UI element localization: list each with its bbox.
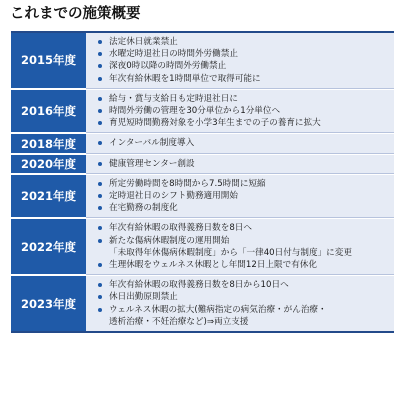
list-item: 健康管理センター創設 <box>97 158 394 170</box>
list-item: 所定労働時間を8時間から7.5時間に短縮 <box>97 178 394 190</box>
list-item: 年次有給休暇の取得義務日数を8日へ <box>97 222 394 234</box>
year-cell: 2015年度 <box>11 33 86 89</box>
list-item: 育児短時間勤務対象を小学3年生までの子の養育に拡大 <box>97 117 394 129</box>
list-item-continuation: 「未取得年休傷病休暇制度」から「一律40日付与制度」に変更 <box>109 247 352 258</box>
list-item: 年次有給休暇の取得義務日数を8日から10日へ <box>97 279 394 291</box>
year-cell: 2016年度 <box>11 90 86 134</box>
items-cell <box>86 134 394 153</box>
list-item: 年次有給休暇を1時間単位で取得可能に <box>97 73 394 85</box>
list-item: 定時退社日のシフト勤務適用開始 <box>97 190 394 202</box>
list-item: 新たな傷病休暇制度の運用開始 <box>97 235 394 247</box>
list-item: 水曜定時退社日の時間外労働禁止 <box>97 48 394 60</box>
table-row <box>11 89 394 134</box>
items-cell <box>86 155 394 174</box>
year-cell: 2021年度 <box>11 175 86 219</box>
table-row <box>11 174 394 219</box>
items-cell <box>86 33 394 89</box>
year-cell: 2020年度 <box>11 155 86 174</box>
year-cell: 2022年度 <box>11 219 86 275</box>
year-cell: 2023年度 <box>11 276 86 331</box>
table-row <box>11 133 394 153</box>
year-cell: 2018年度 <box>11 134 86 153</box>
items-cell <box>86 219 394 275</box>
table-row <box>11 218 394 275</box>
list-item: 法定休日就業禁止 <box>97 36 394 48</box>
table-row <box>11 154 394 174</box>
list-item: 在宅勤務の制度化 <box>97 202 394 214</box>
page-title: これまでの施策概要 <box>10 6 141 22</box>
items-cell <box>86 90 394 134</box>
items-cell <box>86 175 394 219</box>
policy-table <box>11 31 394 333</box>
list-item: 生理休暇をウェルネス休暇とし年間12日上限で有休化 <box>97 259 394 271</box>
list-item-continuation: 透析治療・不妊治療など)⇒両立支援 <box>109 316 249 327</box>
list-item: ウェルネス休暇の拡大(難病指定の病気治療・がん治療・ <box>97 304 394 316</box>
table-row <box>11 33 394 89</box>
items-cell <box>86 276 394 331</box>
list-item: 時間外労働の管理を30分単位から1分単位へ <box>97 105 394 117</box>
table-row <box>11 275 394 331</box>
list-item: インターバル制度導入 <box>97 137 394 149</box>
list-item: 休日出勤原則禁止 <box>97 291 394 303</box>
list-item: 給与・賞与支給日も定時退社日に <box>97 93 394 105</box>
list-item: 深夜0時以降の時間外労働禁止 <box>97 60 394 72</box>
